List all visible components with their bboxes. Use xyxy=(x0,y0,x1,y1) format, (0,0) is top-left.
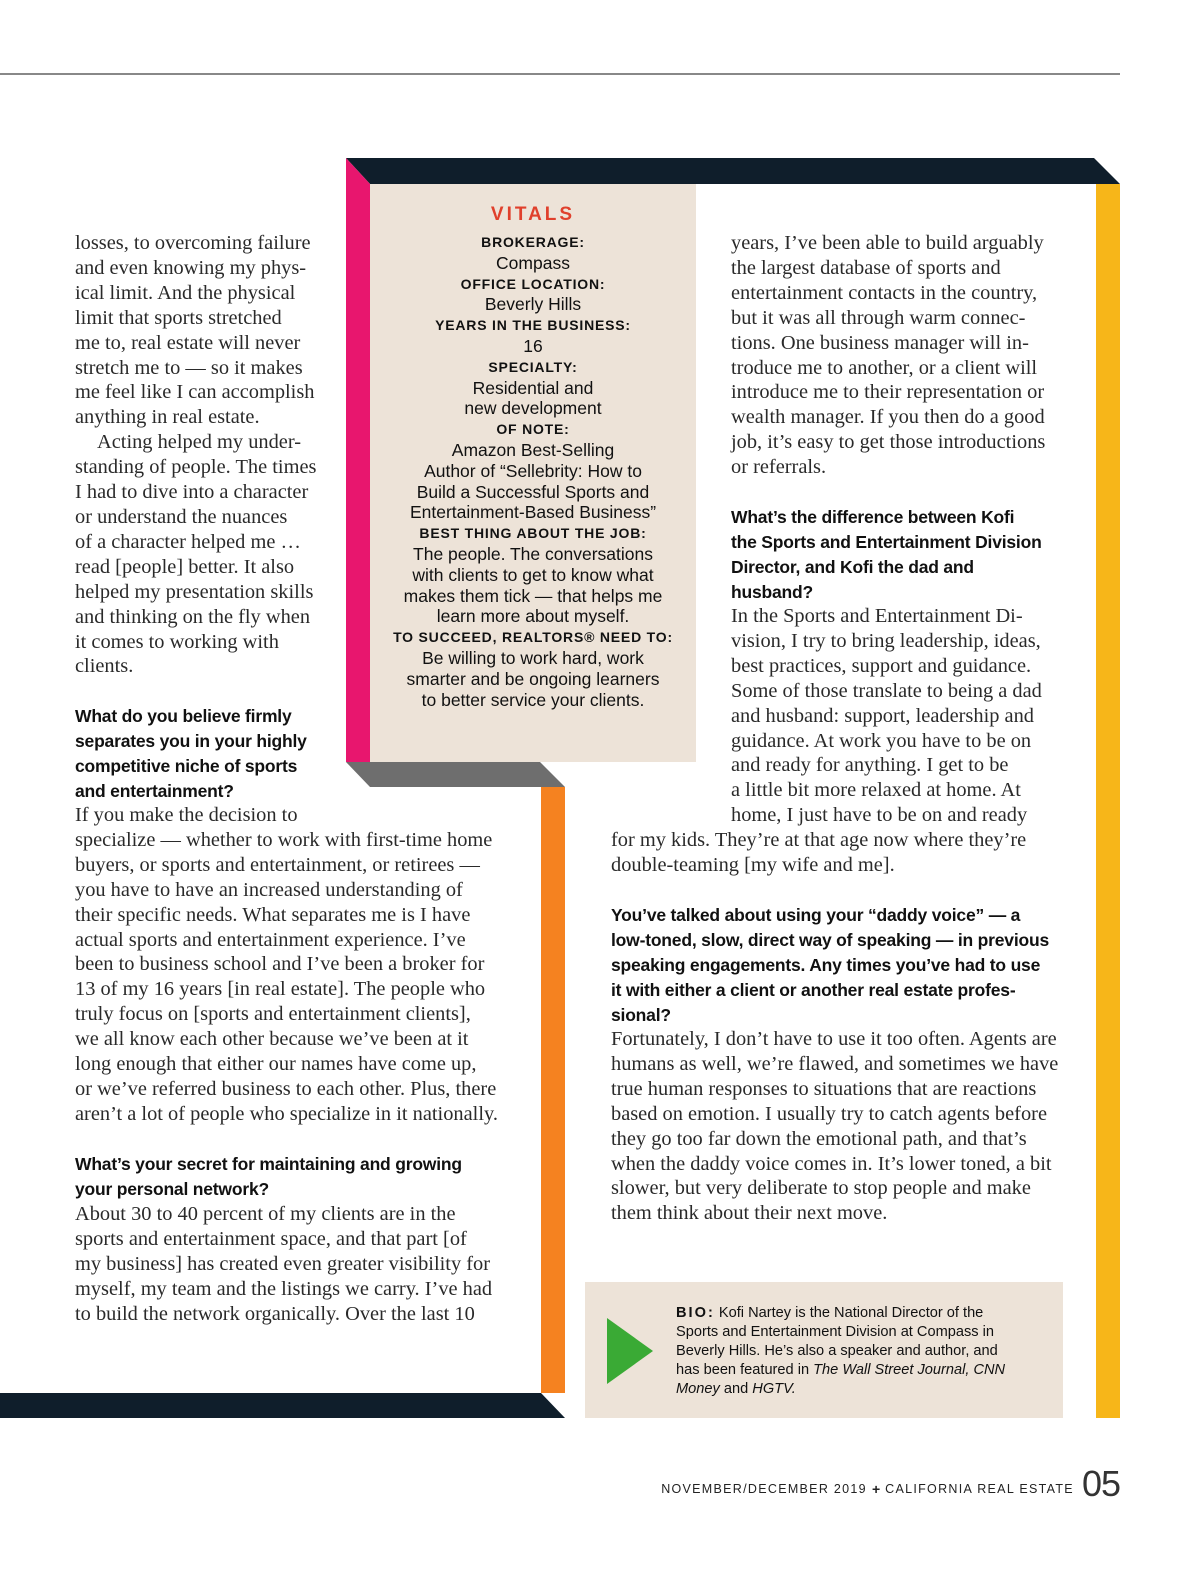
text-line: me to, real estate will never xyxy=(75,331,301,354)
frame-yellow-bar xyxy=(1096,184,1120,1418)
bio-label: BIO: xyxy=(676,1305,715,1321)
text-line: they go too far down the emotional path, and that’s xyxy=(611,1127,1027,1150)
frame-bottom-bar xyxy=(0,1393,565,1418)
answer-network xyxy=(75,1202,492,1327)
vitals-label: BROKERAGE: xyxy=(481,234,585,250)
text-line: Fortunately, I don’t have to use it too often. Agents are xyxy=(611,1028,1057,1050)
vitals-value: Author of “Sellebrity: How to xyxy=(424,460,642,481)
text-line: the largest database of sports and xyxy=(731,256,1001,279)
answer-dad xyxy=(731,604,1042,828)
text-line: or understand the nuances xyxy=(75,505,288,528)
vitals-label: YEARS IN THE BUSINESS: xyxy=(435,317,631,334)
vitals-value: Be willing to work hard, work xyxy=(422,647,644,668)
vitals-value: Residential and xyxy=(472,377,594,398)
text-line: to build the network organically. Over the last 10 xyxy=(75,1302,475,1325)
text-line: losses, to overcoming failure xyxy=(75,232,311,254)
frame-magenta-bar xyxy=(346,158,370,762)
text-line: buyers, or sports and entertainment, or retirees — xyxy=(75,853,480,876)
text-line: guidance. At work you have to be on xyxy=(731,729,1032,752)
vitals-value: Entertainment-Based Business” xyxy=(409,502,657,523)
answer-dad-continued xyxy=(611,828,1026,878)
text-line: anything in real estate. xyxy=(75,406,260,429)
text-line: Acting helped my under- xyxy=(97,431,302,454)
text-line: tions. One business manager will in- xyxy=(731,331,1029,354)
page-footer xyxy=(661,1462,1120,1502)
text-line: and husband: support, leadership and xyxy=(731,704,1034,727)
vitals-value: with clients to get to know what xyxy=(412,564,654,585)
text-line: my business] has created even greater visibility for xyxy=(75,1252,491,1275)
footer-issue: NOVEMBER/DECEMBER 2019 xyxy=(661,1482,867,1496)
frame-orange-bar xyxy=(541,787,565,1393)
footer-magazine: CALIFORNIA REAL ESTATE xyxy=(885,1482,1074,1496)
vitals-value: makes them tick — that helps me xyxy=(403,585,663,606)
text-line: job, it’s easy to get those introductions xyxy=(731,431,1046,454)
question-dad: What’s the difference between Kofi the Sports and Entertainment Division Director, and Kofi the dad and husband? xyxy=(731,507,1042,602)
text-line: About 30 to 40 percent of my clients are in the xyxy=(75,1203,456,1225)
text-line: 13 of my 16 years [in real estate]. The people who xyxy=(75,978,486,1001)
text-line: true human responses to situations that are reactions xyxy=(611,1077,1037,1100)
vitals-value: Beverly Hills xyxy=(484,294,582,315)
answer-niche xyxy=(75,803,498,1127)
text-line: specialize — whether to work with first-time home xyxy=(75,828,493,851)
footer-plus: + xyxy=(871,1481,881,1497)
vitals-value: new development xyxy=(464,398,602,419)
text-line: myself, my team and the listings we carry. I’ve had xyxy=(75,1277,493,1300)
text-line: but it was all through warm connec- xyxy=(731,306,1026,329)
vitals-label: SPECIALTY: xyxy=(488,358,578,375)
text-line: been to business school and I’ve been a broker for xyxy=(75,953,485,976)
text-line: helped my presentation skills xyxy=(75,580,314,603)
text-line: and ready for anything. I get to be xyxy=(731,754,1009,777)
vitals-value: to better service your clients. xyxy=(421,689,645,710)
text-line: me feel like I can accomplish xyxy=(75,381,315,404)
text-line: years, I’ve been able to build arguably xyxy=(731,232,1044,254)
text-line: or we’ve referred business to each other. Plus, there xyxy=(75,1077,497,1100)
text-line: standing of people. The times xyxy=(75,456,317,479)
question-network: What’s your secret for maintaining and growing your personal network? xyxy=(75,1154,462,1199)
text-line: stretch me to — so it makes xyxy=(75,356,303,379)
vitals-value: Compass xyxy=(496,252,570,273)
text-line: vision, I try to bring leadership, ideas, xyxy=(731,629,1041,652)
text-line: and even knowing my phys- xyxy=(75,256,307,279)
text-line: I had to dive into a character xyxy=(75,481,309,504)
text-line: best practices, support and guidance. xyxy=(731,654,1032,677)
vitals-value: smarter and be ongoing learners xyxy=(406,668,660,689)
vitals-label: OFFICE LOCATION: xyxy=(460,275,606,292)
text-line: their specific needs. What separates me is I have xyxy=(75,903,471,926)
text-line: based on emotion. I usually try to catch agents before xyxy=(611,1102,1047,1125)
frame-top-bar xyxy=(346,158,1120,184)
vitals-value: learn more about myself. xyxy=(436,606,630,627)
text-line: and thinking on the fly when xyxy=(75,605,311,628)
text-line: of a character helped me … xyxy=(75,530,301,553)
text-line: when the daddy voice comes in. It’s lower toned, a bit xyxy=(611,1152,1052,1175)
text-line: slower, but very deliberate to stop people and make xyxy=(611,1177,1031,1200)
answer-daddy-voice xyxy=(611,1027,1058,1226)
text-line: or referrals. xyxy=(731,456,827,479)
text-line: introduce me to their representation or xyxy=(731,381,1045,404)
text-line: for my kids. They’re at that age now where they’re xyxy=(611,829,1027,851)
text-line: In the Sports and Entertainment Di- xyxy=(731,605,1023,627)
left-column-intro xyxy=(75,231,316,679)
text-line: troduce me to another, or a client will xyxy=(731,356,1038,379)
text-line: clients. xyxy=(75,655,134,678)
text-line: we all know each other because we’ve been at it xyxy=(75,1028,469,1051)
text-line: double-teaming [my wife and me]. xyxy=(611,853,895,876)
text-line: home, I just have to be on and ready xyxy=(731,804,1028,827)
vitals-value: The people. The conversations xyxy=(413,543,653,564)
text-line: truly focus on [sports and entertainment clients], xyxy=(75,1003,471,1026)
right-column-intro xyxy=(731,231,1045,480)
bio-box xyxy=(585,1282,1063,1418)
vitals-label: OF NOTE: xyxy=(496,421,570,438)
vitals-value: Build a Successful Sports and xyxy=(416,481,650,502)
text-line: aren’t a lot of people who specialize in it nationally. xyxy=(75,1102,498,1125)
text-line: long enough that either our names have come up, xyxy=(75,1053,477,1076)
text-line: actual sports and entertainment experience. I’ve xyxy=(75,928,466,951)
vitals-value: 16 xyxy=(523,335,543,356)
text-line: entertainment contacts in the country, xyxy=(731,281,1038,304)
text-line: sports and entertainment space, and that part [of xyxy=(75,1227,467,1250)
text-line: humans as well, we’re flawed, and sometimes we have xyxy=(611,1052,1059,1075)
text-line: Some of those translate to being a dad xyxy=(731,679,1042,702)
text-line: ical limit. And the physical xyxy=(75,281,296,304)
frame-grey-step xyxy=(346,762,565,787)
text-line: read [people] better. It also xyxy=(75,555,295,578)
text-line: a little bit more relaxed at home. At xyxy=(731,779,1021,802)
vitals-box xyxy=(370,184,696,762)
text-line: them think about their next move. xyxy=(611,1202,888,1225)
vitals-title: VITALS xyxy=(490,204,576,225)
vitals-label: BEST THING ABOUT THE JOB: xyxy=(419,525,647,542)
text-line: it comes to working with xyxy=(75,630,279,653)
vitals-value: Amazon Best-Selling xyxy=(451,439,615,460)
play-arrow-icon xyxy=(605,1316,655,1386)
page-number: 05 xyxy=(1081,1463,1120,1504)
bio-text: BIO: Kofi Nartey is the National Director of the Sports and Entertainment Division at Compass in Beverly Hills. He’s also a speaker and author, and has been featured in The Wall Street Journal, CNN Money and HGTV. xyxy=(676,1305,1006,1397)
question-niche: What do you believe firmly separates you in your highly competitive niche of sports and entertainment? xyxy=(75,706,307,801)
text-line: you have to have an increased understanding of xyxy=(75,878,463,901)
vitals-label: TO SUCCEED, REALTORS® NEED TO: xyxy=(393,629,673,646)
question-daddy-voice: You’ve talked about using your “daddy voice” — a low-toned, slow, direct way of speaking — in previous speaking engagements. Any times you’ve had to use it with either a client or another real estate profes- sional? xyxy=(611,905,1049,1025)
text-line: limit that sports stretched xyxy=(75,306,282,329)
text-line: If you make the decision to xyxy=(75,804,298,826)
text-line: wealth manager. If you then do a good xyxy=(731,406,1045,429)
